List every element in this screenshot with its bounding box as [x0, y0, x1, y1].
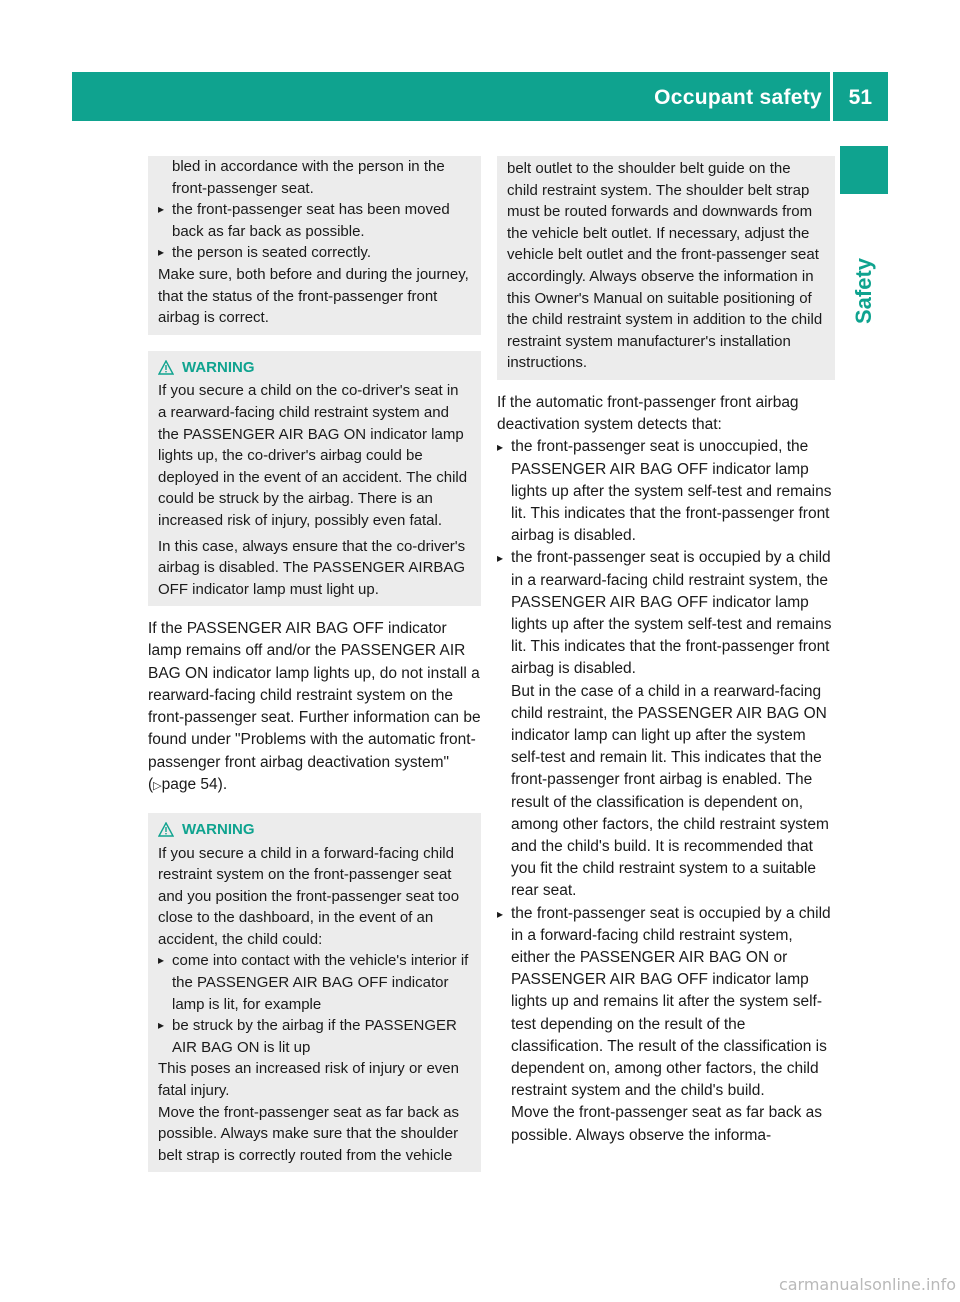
- warning-box-1: [148, 351, 481, 607]
- detection-bullet: ▸ the front-passenger seat is occupied by a child in a forward-facing child restraint system, either the PASSENGER AIR BAG ON or PASSENGER AIR BAG OFF indicator lamp lights up and remains lit after the system self-test depending on the result of the classification. The result of the classification is dependent on, among other factors, the child restraint system and the child's build.: [497, 903, 835, 1103]
- warning-text: If you secure a child in a forward-facing child restraint system on the front-passenger seat and you position the front-passenger seat too close to the dashboard, in the event of an accident, the child could:: [158, 844, 460, 948]
- section-title: Occupant safety: [654, 86, 822, 109]
- warning-heading: [158, 819, 471, 841]
- box-bullet: ▸ the person is seated correctly.: [158, 242, 471, 264]
- detection-followup: Move the front-passenger seat as far back as possible. Always observe the informa-: [511, 1104, 823, 1144]
- box-closing-text: Make sure, both before and during the journey, that the status of the front-passenger front airbag is correct.: [158, 265, 469, 327]
- warning-bullet: ▸ be struck by the airbag if the PASSENGER AIR BAG ON is lit up: [158, 1015, 471, 1058]
- detection-bullet: ▸ the front-passenger seat is occupied by a child in a rearward-facing child restraint system, the PASSENGER AIR BAG OFF indicator lamp lights up after the system self-test and remains lit. This indicates that the front-passenger front airbag is disabled.: [497, 547, 835, 680]
- header-bar: [72, 72, 888, 121]
- page-ref-arrow-icon: ▷: [153, 779, 162, 792]
- warning-continued-text: belt outlet to the shoulder belt guide on the child restraint system. The shoulder belt strap must be routed forwards and downwards from the vehicle belt outlet. If necessary, adjust the vehicle belt outlet and the front-passenger seat accordingly. Always observe the information in this Owner's Manual on suitable positioning of the child restraint system in addition to the child restraint system manufacturer's installation instructions.: [507, 160, 823, 372]
- warning-triangle-icon: [158, 360, 174, 375]
- right-column: [497, 156, 835, 1147]
- side-tab-text: Safety: [851, 257, 877, 325]
- detection-section: [497, 392, 835, 1147]
- body-text-tail: ).: [217, 775, 228, 793]
- warning-heading: [158, 357, 471, 379]
- warning-label: WARNING: [182, 358, 255, 376]
- warning-text: If you secure a child on the co-driver's seat in a rearward-facing child restraint system and the PASSENGER AIR BAG ON indicator lamp lights up, the co-driver's airbag could be deployed in the event of an accident. The child could be struck by the airbag. There is an increased risk of injury, possibly even fatal.: [158, 382, 468, 529]
- detection-followup: But in the case of a child in a rearward-facing child restraint, the PASSENGER AIR BAG ON indicator lamp can light up after the system self-test and remain lit. This indicates that the front-passenger front airbag is enabled. The result of the classification is dependent on, among other factors, the child restraint system and the child's build. It is recommended that you fit the child restraint system to a suitable rear seat.: [511, 682, 829, 900]
- warning-triangle-icon: [158, 822, 174, 837]
- detection-intro: If the automatic front-passenger front airbag deactivation system detects that:: [497, 393, 799, 434]
- box-bullet: ▸ the front-passenger seat has been moved back as far back as possible.: [158, 199, 471, 242]
- page-ref-link[interactable]: page 54: [161, 775, 218, 793]
- warning-text: This poses an increased risk of injury or even fatal injury.: [158, 1060, 459, 1100]
- warning-label: WARNING: [182, 820, 255, 838]
- warning-text: In this case, always ensure that the co-driver's airbag is disabled. The PASSENGER AIRBAG OFF indicator lamp must light up.: [158, 537, 466, 598]
- warning-box-continued: [497, 156, 835, 380]
- detection-bullet: ▸ the front-passenger seat is unoccupied, the PASSENGER AIR BAG OFF indicator lamp lights up after the system self-test and remains lit. This indicates that the front-passenger front airbag is disabled.: [497, 436, 835, 547]
- side-tab-label: [840, 236, 888, 346]
- side-tab-marker: [840, 146, 888, 194]
- left-column: [148, 156, 481, 1172]
- box-continued-text: bled in accordance with the person in the front-passenger seat.: [172, 158, 445, 197]
- watermark: carmanualsonline.info: [778, 1275, 956, 1294]
- warning-text: Move the front-passenger seat as far back as possible. Always make sure that the shoulder belt strap is correctly routed from the vehicle: [158, 1103, 459, 1164]
- continued-info-box: [148, 156, 481, 335]
- warning-box-2: [148, 813, 481, 1173]
- header-divider: [830, 72, 833, 121]
- warning-bullet: ▸ come into contact with the vehicle's interior if the PASSENGER AIR BAG OFF indicator lamp is lit, for example: [158, 950, 471, 1015]
- body-paragraph: [148, 618, 481, 797]
- page-number: 51: [848, 86, 872, 109]
- body-text: If the PASSENGER AIR BAG OFF indicator lamp remains off and/or the PASSENGER AIR BAG ON indicator lamp lights up, do not install a rearward-facing child restraint system on the front-passenger seat. Further information can be found under "Problems with the automatic front-passenger front airbag deactivation system" (: [148, 620, 481, 793]
